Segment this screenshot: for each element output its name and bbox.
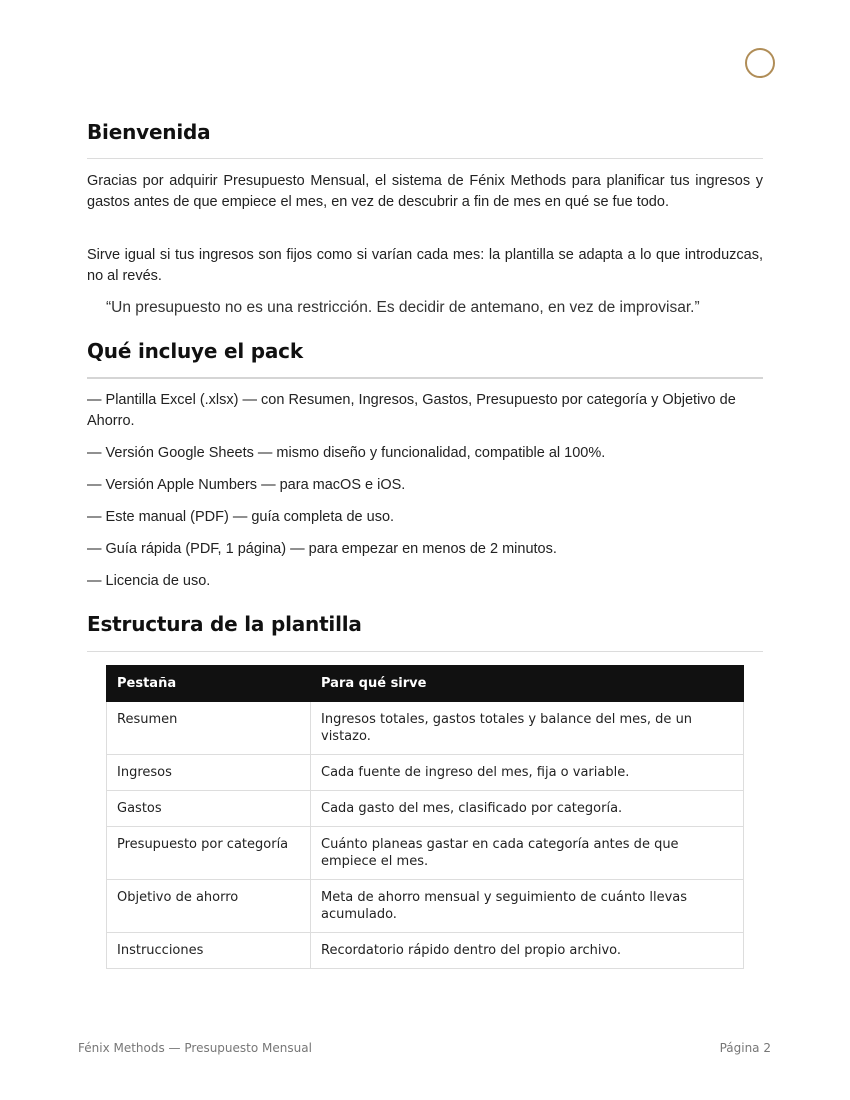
table-cell-tab: Objetivo de ahorro [107, 880, 311, 933]
table-cell-tab: Instrucciones [107, 933, 311, 969]
table-cell-purpose: Recordatorio rápido dentro del propio archivo. [311, 933, 744, 969]
pack-item: — Guía rápida (PDF, 1 página) — para empezar en menos de 2 minutos. [87, 541, 557, 557]
pack-list [87, 390, 763, 592]
structure-table [106, 665, 744, 969]
table-cell-purpose: Meta de ahorro mensual y seguimiento de cuánto llevas acumulado. [311, 880, 744, 933]
pack-list-wrap [87, 390, 763, 603]
table-row [107, 827, 744, 880]
structure-heading: Estructura de la plantilla [87, 612, 362, 636]
welcome-heading: Bienvenida [87, 120, 211, 144]
table-cell-purpose: Ingresos totales, gastos totales y balance del mes, de un vistazo. [311, 702, 744, 755]
brand-logo-circle-icon [745, 48, 775, 78]
welcome-paragraph-1-wrap [87, 171, 763, 213]
pack-item: — Licencia de uso. [87, 573, 211, 589]
welcome-paragraph-2-wrap [87, 245, 763, 287]
structure-section [87, 612, 763, 636]
pack-item: — Plantilla Excel (.xlsx) — con Resumen, Ingresos, Gastos, Presupuesto por categoría y Objetivo de Ahorro. [87, 392, 736, 429]
table-row [107, 702, 744, 755]
table-cell-tab: Ingresos [107, 755, 311, 791]
pack-divider [87, 377, 763, 379]
pack-item: — Versión Google Sheets — mismo diseño y funcionalidad, compatible al 100%. [87, 445, 606, 461]
table-row [107, 933, 744, 969]
table-cell-tab: Gastos [107, 791, 311, 827]
pack-item: — Versión Apple Numbers — para macOS e iOS. [87, 477, 406, 493]
pack-section [87, 339, 763, 363]
table-cell-purpose: Cada gasto del mes, clasificado por categoría. [311, 791, 744, 827]
footer-document-title: Fénix Methods — Presupuesto Mensual [78, 1041, 312, 1055]
table-row [107, 755, 744, 791]
welcome-quote: “Un presupuesto no es una restricción. Es decidir de antemano, en vez de improvisar.” [106, 299, 700, 316]
table-cell-tab: Presupuesto por categoría [107, 827, 311, 880]
table-cell-tab: Resumen [107, 702, 311, 755]
table-row [107, 791, 744, 827]
pack-item: — Este manual (PDF) — guía completa de uso. [87, 509, 395, 525]
footer-page-number: Página 2 [719, 1041, 771, 1055]
table-header-row [107, 666, 744, 702]
welcome-paragraph-2: Sirve igual si tus ingresos son fijos como si varían cada mes: la plantilla se adapta a lo que introduzcas, no al revés. [87, 247, 763, 284]
table-cell-purpose: Cada fuente de ingreso del mes, fija o variable. [311, 755, 744, 791]
table-header-tab: Pestaña [107, 666, 311, 702]
table-cell-purpose: Cuánto planeas gastar en cada categoría antes de que empiece el mes. [311, 827, 744, 880]
welcome-divider [87, 158, 763, 159]
welcome-section [87, 120, 763, 144]
pack-heading: Qué incluye el pack [87, 339, 303, 363]
table-header-purpose: Para qué sirve [311, 666, 744, 702]
structure-divider [87, 651, 763, 652]
table-row [107, 880, 744, 933]
welcome-paragraph-1: Gracias por adquirir Presupuesto Mensual, el sistema de Fénix Methods para planificar tus ingresos y gastos antes de que empiece el mes, en vez de descubrir a fin de mes en qué se fue todo. [87, 173, 763, 210]
